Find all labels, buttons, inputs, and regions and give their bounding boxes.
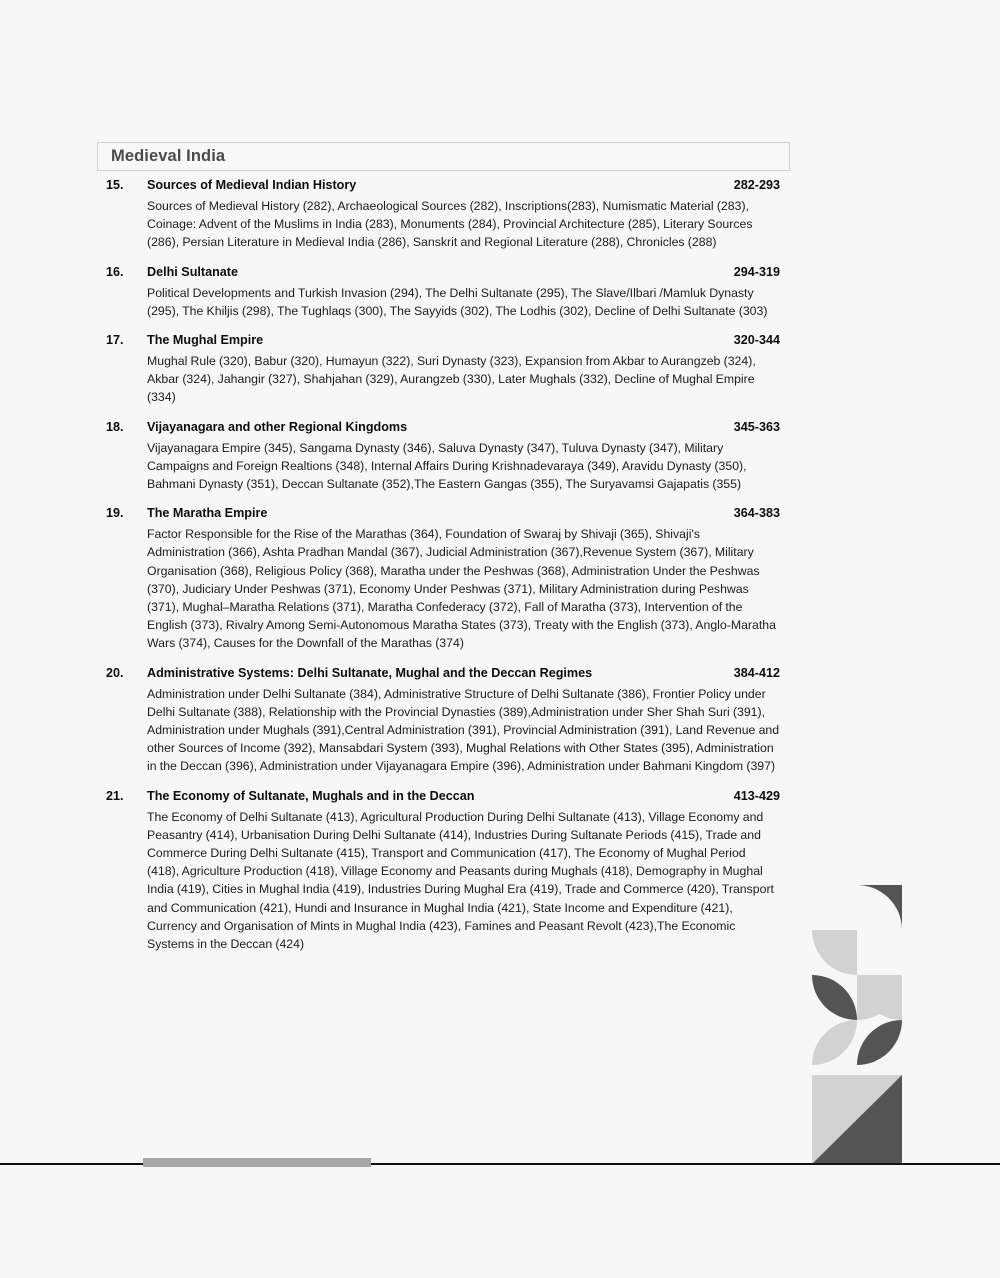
toc-entry-page-range: 345-363 <box>733 419 780 434</box>
toc-entry-number: 17. <box>106 333 124 348</box>
toc-entry-page-range: 413-429 <box>733 788 780 803</box>
toc-entry[interactable] <box>106 666 780 776</box>
toc-entry-title: The Maratha Empire <box>147 506 268 521</box>
toc-entry-title: The Mughal Empire <box>147 333 264 348</box>
toc-entry-page-range: 384-412 <box>733 665 780 680</box>
toc-entry-header <box>106 265 780 282</box>
toc-entry-number: 21. <box>106 788 124 803</box>
toc-entry[interactable] <box>106 506 780 652</box>
toc-entry-page-range: 364-383 <box>733 506 780 521</box>
toc-entry-header <box>106 178 780 195</box>
toc-entry-number: 18. <box>106 419 124 434</box>
toc-entry-title: Delhi Sultanate <box>147 264 238 279</box>
toc-entry-number: 16. <box>106 264 124 279</box>
toc-entry[interactable] <box>106 420 780 494</box>
toc-entry-page-range: 320-344 <box>733 333 780 348</box>
toc-entry-title: Administrative Systems: Delhi Sultanate, Mughal and the Deccan Regimes <box>147 665 593 680</box>
toc-entry-header <box>106 789 780 806</box>
section-heading-box <box>97 142 790 171</box>
toc-entry-page-range: 294-319 <box>733 264 780 279</box>
toc-entry-title: The Economy of Sultanate, Mughals and in the Deccan <box>147 788 475 803</box>
footer-accent-bar <box>143 1158 371 1167</box>
toc-entry-header <box>106 506 780 523</box>
toc-entry-number: 20. <box>106 665 124 680</box>
toc-entry-description: Factor Responsible for the Rise of the Marathas (364), Foundation of Swaraj by Shivaji (365), Shivaji's Administration (366), Ashta Pradhan Mandal (367), Judicial Administration (367),Revenue System (367), Military Organisation (368), Religious Policy (368), Maratha under the Peshwas (368), Administration Under the Peshwas (370), Judiciary Under Peshwas (371), Economy Under Peshwas (371), Military Administration during Peshwas (371), Mughal–Maratha Relations (371), Maratha Confederacy (372), Fall of Maratha (373), Intervention of the English (373), Rivalry Among Semi-Autonomous Maratha States (373), Treaty with the English (373), Anglo-Maratha Wars (374), Causes for the Downfall of the Marathas (374) <box>147 527 776 651</box>
toc-entry-number: 15. <box>106 178 124 192</box>
toc-entry[interactable] <box>106 265 780 320</box>
toc-entry-description: Mughal Rule (320), Babur (320), Humayun (322), Suri Dynasty (323), Expansion from Akbar to Aurangzeb (324), Akbar (324), Jahangir (327), Shahjahan (329), Aurangzeb (330), Later Mughals (332), Decline of Mughal Empire (334) <box>147 354 756 405</box>
publisher-logo-mark-icon <box>812 885 902 1164</box>
toc-entry[interactable] <box>106 333 780 407</box>
toc-entry-description: Political Developments and Turkish Invasion (294), The Delhi Sultanate (295), The Slave/Ilbari /Mamluk Dynasty (295), The Khiljis (298), The Tughlaqs (300), The Sayyids (302), The Lodhis (302), Decline of Delhi Sultanate (303) <box>147 285 768 318</box>
toc-entry-title: Sources of Medieval Indian History <box>147 178 357 192</box>
toc-entry-description: Administration under Delhi Sultanate (384), Administrative Structure of Delhi Sultanate (386), Frontier Policy under Delhi Sultanate (388), Relationship with the Provincial Dynasties (389),Administration under Sher Shah Suri (391), Administration under Mughals (391),Central Administration (391), Provincial Administration (391), Land Revenue and other Sources of Income (392), Mansabdari System (393), Mughal Relations with Other States (395), Administration in the Deccan (396), Administration under Vijayanagara Empire (396), Administration under Bahmani Kingdom (397) <box>147 686 780 774</box>
toc-entry-header <box>106 666 780 683</box>
table-of-contents <box>106 178 780 966</box>
toc-entry[interactable] <box>106 178 780 252</box>
toc-entry-number: 19. <box>106 506 124 521</box>
toc-entry-title: Vijayanagara and other Regional Kingdoms <box>147 419 408 434</box>
toc-entry[interactable] <box>106 789 780 954</box>
toc-entry-page-range: 282-293 <box>733 178 780 192</box>
toc-entry-description: Vijayanagara Empire (345), Sangama Dynasty (346), Saluva Dynasty (347), Tuluva Dynasty (347), Military Campaigns and Foreign Realtions (348), Internal Affairs During Krishnadevaraya (349), Aravidu Dynasty (350), Bahmani Dynasty (351), Deccan Sultanate (352),The Eastern Gangas (355), The Suryavamsi Gajapatis (355) <box>147 440 747 492</box>
toc-entry-description: Sources of Medieval History (282), Archaeological Sources (282), Inscriptions(283), Numismatic Material (283), Coinage: Advent of the Muslims in India (283), Monuments (284), Provincial Architecture (285), Literary Sources (286), Persian Literature in Medieval India (286), Sanskrit and Regional Literature (288), Chronicles (288) <box>147 199 753 250</box>
toc-entry-header <box>106 333 780 350</box>
toc-entry-description: The Economy of Delhi Sultanate (413), Agricultural Production During Delhi Sultanate (413), Village Economy and Peasantry (414), Urbanisation During Delhi Sultanate (414), Industries During Sultanate Periods (415), Trade and Commerce During Delhi Sultanate (415), Transport and Communication (417), The Economy of Mughal Period (418), Agriculture Production (418), Village Economy and Peasants during Mughals (418), Demography in Mughal India (419), Cities in Mughal India (419), Industries During Mughal Era (419), Trade and Commerce (420), Transport and Communication (421), Hundi and Insurance in Mughal India (421), State Income and Expenditure (421), Currency and Organisation of Mints in Mughal India (423), Famines and Peasant Revolt (423),The Economic Systems in the Deccan (424) <box>147 809 774 952</box>
section-title: Medieval India <box>111 147 226 165</box>
toc-entry-header <box>106 420 780 437</box>
